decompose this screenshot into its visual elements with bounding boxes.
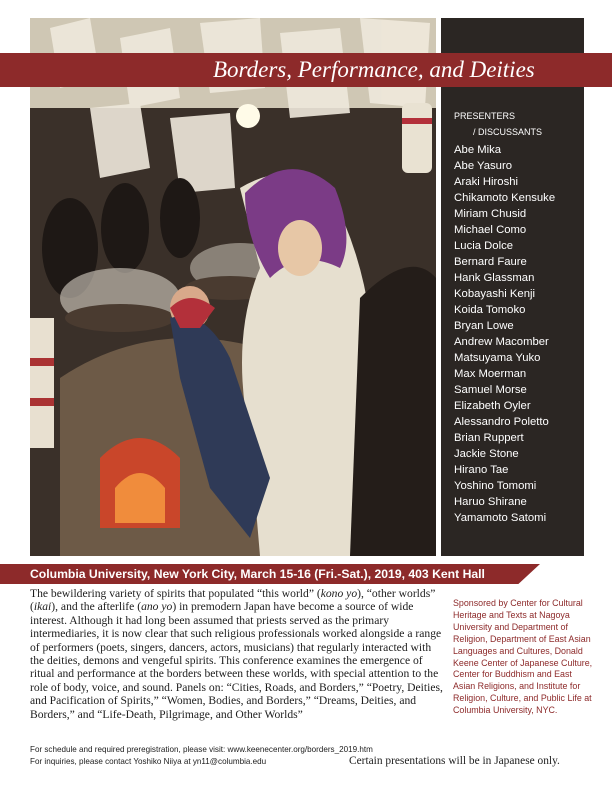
presenter-name: Michael Como (454, 224, 527, 236)
presenter-name: Matsuyama Yuko (454, 352, 541, 364)
presenter-name: Kobayashi Kenji (454, 288, 536, 300)
presenter-name: Samuel Morse (454, 384, 527, 396)
presenter-name: Yoshino Tomomi (454, 480, 537, 492)
presenter-name: Yamamoto Satomi (454, 512, 547, 524)
presenter-name: Hirano Tae (454, 464, 509, 476)
presenters-list (454, 142, 555, 526)
presenter-name: Andrew Macomber (454, 336, 549, 348)
event-location-date: Columbia University, New York City, March 15-16 (Fri.-Sat.), 2019, 403 Kent Hall (30, 567, 485, 581)
presenter-name: Alessandro Poletto (454, 416, 549, 428)
presenter-name: Max Moerman (454, 368, 527, 380)
presenter-name: Bryan Lowe (454, 320, 514, 332)
presenter-name: Brian Ruppert (454, 432, 524, 444)
presenter-name: Abe Yasuro (454, 160, 512, 172)
presenter-name: Abe Mika (454, 144, 502, 156)
presenters-heading-line1: PRESENTERS (454, 111, 516, 121)
sponsors: Sponsored by Center for Cultural Heritage and Texts at Nagoya University and Department of Religion, Department of East Asian Languages and Cultures, Donald Keene Center of Japanese Culture, Center for Buddhism and East Asian Religions, and Institute for Religion, Culture, and Public Life at Columbia University, NYC. (453, 598, 593, 716)
term-ano-yo: ano yo (141, 600, 173, 614)
presenter-name: Haruo Shirane (454, 496, 527, 508)
presenter-name: Hank Glassman (454, 272, 535, 284)
ritual-photo (30, 18, 436, 556)
presenter-name: Koida Tomoko (454, 304, 526, 316)
inquiries-contact[interactable]: For inquiries, please contact Yoshiko Niiya at yn11@columbia.edu (30, 757, 267, 766)
contact-info (30, 744, 373, 768)
presenters-heading (454, 108, 542, 140)
abstract-text: ) in premodern Japan have become a source of wide interest. Although it had long been assumed that priests served as the primary intermediaries, it is now clear that such religious professionals worked alongside a range of performers (poets, singers, dancers, actors, musicians) that regularly interacted with the deities, demons and vengeful spirits. This conference examines the emergence of ritual and performance at the borders between these worlds, with special attention to the role of body, voice, and sound. Panels on: “Cities, Roads, and Borders,” “Poetry, Deities, and Pacification of Spirits,” “Women, Bodies, and Borders,” “Dreams, Deities, and Borders,” and “Life-Death, Pilgrimage, and Other Worlds” (30, 600, 443, 721)
page-title: Borders, Performance, and Deities (213, 57, 535, 82)
presenter-name: Jackie Stone (454, 448, 519, 460)
presenter-name: Elizabeth Oyler (454, 400, 531, 412)
presenter-name: Chikamoto Kensuke (454, 192, 556, 204)
presenter-name: Bernard Faure (454, 256, 527, 268)
presenters-heading-line2: / DISCUSSANTS (473, 127, 543, 137)
abstract-text: ), “other worlds” ( (30, 587, 436, 614)
presenter-name: Miriam Chusid (454, 208, 527, 220)
schedule-link[interactable]: For schedule and required preregistration, please visit: www.keenecenter.org/borders_2019.htm (30, 745, 373, 754)
presenter-name: Lucia Dolce (454, 240, 514, 252)
conference-abstract (30, 587, 448, 721)
presenter-name: Araki Hiroshi (454, 176, 519, 188)
language-note: Certain presentations will be in Japanese only. (349, 755, 560, 767)
abstract-text: ), and the afterlife ( (51, 600, 142, 614)
term-ikai: ikai (33, 600, 52, 614)
abstract-text: The bewildering variety of spirits that populated “this world” ( (30, 587, 321, 600)
term-kono-yo: kono yo (320, 587, 358, 600)
